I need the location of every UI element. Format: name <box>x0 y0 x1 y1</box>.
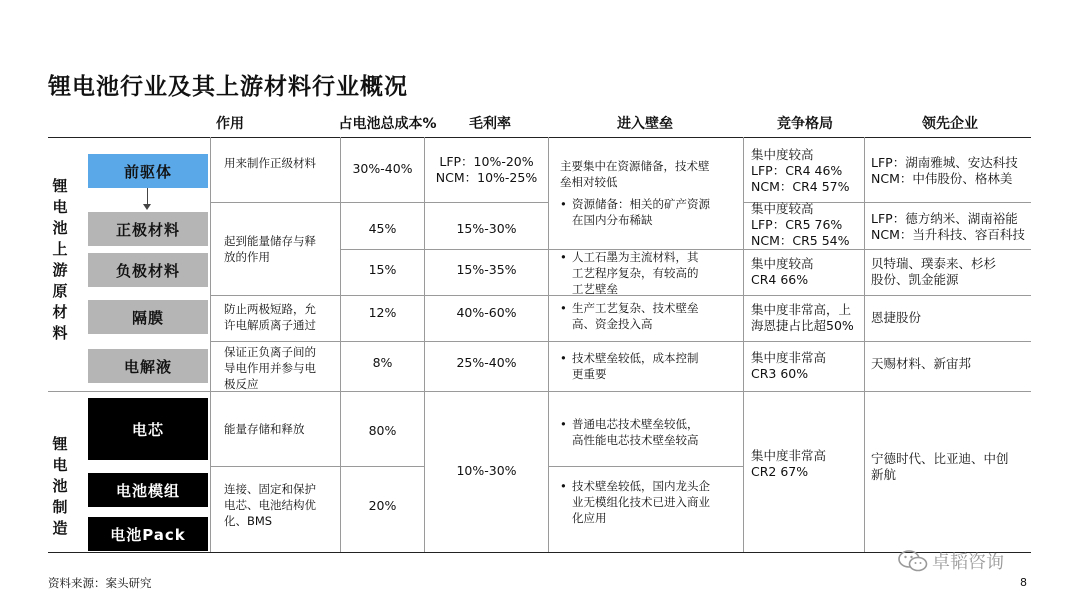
row-divider <box>210 466 424 467</box>
cost-anode: 15% <box>368 262 397 277</box>
column-divider <box>548 137 549 552</box>
cost-electrolyte: 8% <box>372 355 393 370</box>
arrow-down-icon <box>143 204 151 210</box>
header-competition: 竞争格局 <box>777 116 833 132</box>
column-divider <box>743 137 744 552</box>
row-divider <box>340 249 424 250</box>
barrier-separator: • 生产工艺复杂、技术壁垒 高、资金投入高 <box>560 300 742 332</box>
column-divider <box>210 137 211 552</box>
competition-cathode: 集中度较高 LFP：CR5 76% NCM：CR5 54% <box>751 201 850 248</box>
row-divider <box>210 202 340 203</box>
margin-separator: 40%-60% <box>456 305 517 320</box>
item-cell: 电芯 <box>88 398 208 460</box>
header-leaders: 领先企业 <box>922 116 978 132</box>
margin-anode: 15%-35% <box>456 262 517 277</box>
margin-electrolyte: 25%-40% <box>456 355 517 370</box>
leaders-manufacturing: 宁德时代、比亚迪、中创 新航 <box>871 451 1009 482</box>
leaders-anode: 贝特瑞、璞泰来、杉杉 股份、凯金能源 <box>871 256 997 287</box>
barrier-electrolyte: • 技术壁垒较低，成本控制 更重要 <box>560 350 742 382</box>
competition-electrolyte: 集中度非常高 CR3 60% <box>751 350 827 381</box>
item-anode: 负极材料 <box>88 253 208 287</box>
item-pack: 电池Pack <box>88 517 208 551</box>
competition-anode: 集中度较高 CR4 66% <box>751 256 814 287</box>
group-divider-rule <box>48 391 1031 392</box>
barrier-precursor-cathode: 主要集中在资源储备，技术壁 垒相对较低 • 资源储备：相关的矿产资源 在国内分布稀缺 <box>560 158 742 228</box>
function-precursor: 用来制作正级材料 <box>224 156 316 170</box>
function-cathode-anode: 起到能量储存与释 放的作用 <box>224 234 316 264</box>
function-electrolyte: 保证正负离子间的 导电作用并参与电 极反应 <box>224 345 316 391</box>
cost-separator: 12% <box>368 305 397 320</box>
competition-precursor: 集中度较高 LFP：CR4 46% NCM：CR4 57% <box>751 147 850 194</box>
group-label-upstream: 锂 电 池 上 游 原 材 料 <box>52 177 68 342</box>
column-divider <box>864 137 865 552</box>
item-separator: 隔膜 <box>88 300 208 334</box>
barrier-module-pack: • 技术壁垒较低，国内龙头企 业无模组化技术已进入商业 化应用 <box>560 478 742 526</box>
item-cathode: 正极材料 <box>88 212 208 246</box>
barrier-cell: • 普通电芯技术壁垒较低， 高性能电芯技术壁垒较高 <box>560 416 742 448</box>
function-module-pack: 连接、固定和保护 电芯、电池结构优 化、BMS <box>224 482 316 528</box>
function-separator: 防止两极短路，允 许电解质离子通过 <box>224 302 316 332</box>
source-note: 资料来源：案头研究 <box>48 576 152 590</box>
column-divider <box>424 137 425 552</box>
leaders-precursor: LFP：湖南雅城、安达科技 NCM：中伟股份、格林美 <box>871 155 1018 186</box>
leaders-separator: 恩捷股份 <box>871 310 922 325</box>
watermark <box>898 548 1004 574</box>
cost-precursor: 30%-40% <box>352 161 413 176</box>
barrier-anode: • 人工石墨为主流材料，其 工艺程序复杂，有较高的 工艺壁垒 <box>560 249 742 297</box>
column-divider <box>340 137 341 552</box>
function-cell: 能量存储和释放 <box>224 422 305 436</box>
margin-cathode: 15%-30% <box>456 221 517 236</box>
row-divider <box>210 341 1031 342</box>
leaders-cathode: LFP：德方纳米、湖南裕能 NCM：当升科技、容百科技 <box>871 211 1025 242</box>
page-title: 锂电池行业及其上游材料行业概况 <box>48 74 408 100</box>
group-label-manufacturing: 锂 电 池 制 造 <box>52 435 68 537</box>
watermark-text: 卓韬咨询 <box>932 552 1004 573</box>
header-gross-margin: 毛利率 <box>469 116 511 132</box>
margin-precursor: LFP：10%-20% NCM：10%-25% <box>435 154 538 185</box>
table-top-rule <box>48 137 1031 138</box>
row-divider <box>548 466 743 467</box>
cost-cathode: 45% <box>368 221 397 236</box>
row-divider <box>340 202 548 203</box>
header-cost-share: 占电池总成本% <box>338 116 437 132</box>
row-divider <box>424 249 548 250</box>
cost-module-pack: 20% <box>368 498 397 513</box>
competition-manufacturing: 集中度非常高 CR2 67% <box>751 448 827 479</box>
item-electrolyte: 电解液 <box>88 349 208 383</box>
margin-manufacturing: 10%-30% <box>456 463 517 478</box>
header-function: 作用 <box>216 116 244 132</box>
header-entry-barrier: 进入壁垒 <box>617 116 673 132</box>
item-module: 电池模组 <box>88 473 208 507</box>
competition-separator: 集中度非常高，上 海恩捷占比超50% <box>751 302 854 333</box>
table-bottom-rule <box>48 552 1031 553</box>
wechat-icon <box>898 550 928 572</box>
row-divider <box>743 249 1031 250</box>
cost-cell: 80% <box>368 423 397 438</box>
page-number: 8 <box>1020 576 1027 589</box>
item-precursor: 前驱体 <box>88 154 208 188</box>
leaders-electrolyte: 天赐材料、新宙邦 <box>871 356 972 371</box>
